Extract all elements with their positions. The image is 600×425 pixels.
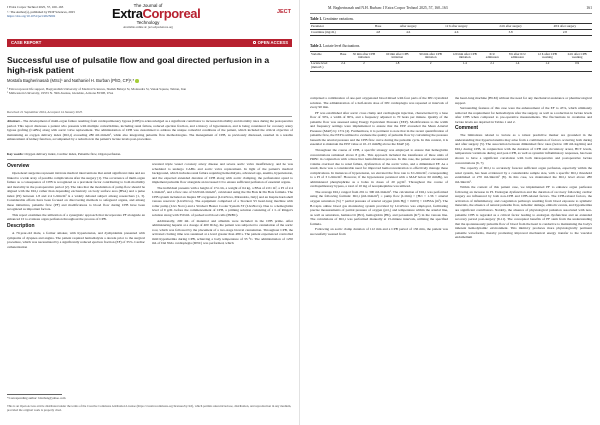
table-cell: 2.1 bbox=[490, 61, 495, 66]
abstract-label: Abstract – bbox=[7, 119, 23, 123]
affiliation-1: ¹ Extracorporeal life support, Baqiyatallah University of Medical Sciences, Sheikh Bahayi St, Molasadra St, Vanak Square, Tehran, Iran bbox=[7, 87, 187, 91]
paragraph: The limitations related to lactate as a robust predictive marker are grounded in the understanding that hyperlactatemia may arise from a combination of factors occurring both during and after surgery [5]. The association between diminished flow rates (below 100 mL/kg/min) and DO₂i during CPB, in conjunction with the duration of CPB and circulatory arrest, HCT levels, temperature variations during and post-CPB, as well as systemic inflammatory responses, has been shown to have a significant correlation with both intraoperative and postoperative lactate concentrations [6, 7]. bbox=[455, 133, 592, 165]
table-header: 90 min after CPB initiation bbox=[419, 51, 442, 60]
license-note: This is an Open Access article distributed under the terms of the Creative Commons Attribution License (https://creativecommons.org/licenses/by/4.0), which permits unrestricted use, distribution, and reproduction in any medium, provided the original work is properly cited. bbox=[7, 404, 292, 413]
table-header: After surgery bbox=[399, 23, 417, 28]
right-column-1 bbox=[310, 96, 448, 237]
article-title: Successful use of pulsatile flow and goal directed perfusion in a high-risk patient bbox=[7, 55, 270, 75]
doi-link[interactable]: https://doi.org/10.1051/ject/2025002 bbox=[7, 14, 56, 19]
article-second-page bbox=[300, 0, 600, 425]
orcid-icon[interactable] bbox=[135, 79, 139, 83]
table-header: Variable bbox=[311, 51, 322, 56]
table-header: Parameter bbox=[311, 23, 324, 28]
abstract-text: The development of multi-organ failure resulting from cardiopulmonary bypass (CPB) is acknowledged as a significant contributor to increased morbidity and mortality rates during the postoperative period. This report discusses a patient who presents with multiple comorbidities, including renal failure, reduced ejection fraction, and a history of hypertension, and is being considered for coronary artery bypass grafting (CABG) along with aortic valve replacement. The administration of CPB was customized to address the unique comorbid conditions of the patient, which included the critical objective of maintaining an oxygen delivery index (DO₂i) exceeding 280 mL/min/m², while also integrating pulsatile flow methodologies. The management of CPB, as previously discussed, resulted in a notable enhancement of kidney function, accompanied by a reduction in the patient's lactate levels post-procedure. bbox=[7, 119, 293, 142]
right-column-2 bbox=[455, 96, 592, 241]
table-header: Base bbox=[340, 51, 347, 56]
copyright-line: © The Author(s), published by EDP Sciences, 2025 bbox=[7, 9, 75, 14]
table-1-caption: Table 1. Creatinine variations. bbox=[310, 17, 354, 21]
table-2-caption: Table 2. Lactate level fluctuations. bbox=[310, 44, 361, 48]
paragraph: Additionally, 200 mL of mannitol and albumin were included in the CPB prime. After administering heparin at a dosage of 400 IU/kg, the patient was subjected to cannulation of the aortic root, which was followed by the placement of a two-stage bicaval cannulation. Throughout CPB, the activated clotting time was sustained at a level greater than 480 s. The patient experienced controlled mild hypothermia during CPB, achieving a body temperature of 33 °C. The administration of 1250 mL of Del Nido cardioplegia (DNC) was performed, which bbox=[152, 218, 293, 246]
keywords bbox=[7, 152, 121, 156]
table-header: 12 h after surgery bbox=[445, 23, 468, 28]
table-cell: Lactate level (mmol/L) bbox=[311, 61, 328, 70]
received-accepted-dates: Received 21 September 2024, Accepted 14 January 2025 bbox=[7, 110, 83, 114]
paragraph: Open-heart surgeries represent intricate medical interventions that entail significant risks and are linked to a wide array of possible complications after the surgery [1]. The occurrence of multi-organ failure as a consequence of CPB is recognized as a prevalent factor contributing to both morbidity and mortality in the postoperative period [2]. The idea that the modulation of pump flow should be aligned with the DO₂i rather than depending exclusively on body surface area (BSA) and a pulse index (PI) between 1.8 and 2.4 L/min/m² is a widely debated subject among researchers [1, 3]. Considerable efforts have been focused on discovering methods to safeguard organs, and among these initiatives, pulsatile flow (PF) and modifications to blood flow during CPB have been recognized as important factors. bbox=[7, 171, 145, 212]
header-divider bbox=[310, 13, 592, 14]
paragraph: PF was established after aortic cross clamp and cardioplegia injection, characterized by a base flow of 30%, a width of 90%, and a frequency adjusted to 70 beats per minute. Quality of the pulsatile flow was assessed using Energy Equivalent Pressure (EEP). Modifications to the width and frequency settings were implemented to ensure that the EEP exceeded the Mean Arterial Pressure (MAP) by 15% [4]. Furthermore, it is pertinent to note that in the recent quantification of pulsatile flow, the EEP is utilized to evaluate the quality of pulsatile flow by calculating the pressure beneath the arterial pressure and the CPB flow curve during the pulsatile cycle. In this context, it is essential to maintain the EEP value at 10–15 mmHg above the MAP [4]. bbox=[310, 110, 448, 147]
table-cell: 4.8 bbox=[376, 29, 381, 34]
table-cell: 1.2 bbox=[545, 61, 550, 66]
paragraph: Throughout the course of CPB, a specific strategy was employed to ensure that hemoglobin concentrations remained above 8 g/dL. This approach included the transfusion of three units of PRBC in conjunction with a three liter hemofiltration process. In this case, the patient encountered volume overload due to renal failure, dysfunction of the aortic valve, and a diminished EF. As a result, there was a considerable need for improved hemoconcentration to effectively manage these complications. In instances of hypotension, we elevated the flow rate to 6 L/min/m², corresponding to a PI of 3 L/min/m². However, if the hypotension persisted with a MAP below 60 mmHg, we administered phenylephrine as a bolus in doses of 20 µg/m². Throughout the course of cardiopulmonary bypass, a total of 10 mg of norepinephrine was utilized. bbox=[310, 148, 448, 189]
table-cell: 2.4 bbox=[341, 61, 346, 66]
table-cell: 2 bbox=[429, 61, 432, 66]
table-row bbox=[310, 29, 592, 35]
table-header: 8 h after ICU admission bbox=[508, 51, 526, 60]
keywords-text: Oxygen delivery index, Cardiac index, Pulsatile flow, Organ perfusion. bbox=[24, 152, 122, 156]
journal-wordmark: JECT bbox=[276, 9, 291, 15]
paragraph: The individual presents with a height of 174 cm, a weight of 64 kg, a BSA of 2.01 m², a PI of 2.4 L/min/m², and a flow rate of 5220 mL/min/m², calculated using the Du Bois & Du Bois formula. The CPB system included an Inspire 8F oxygenator (LivaNova, Mirandola, Italy) and an Inspire hard-shell venous reservoir (LivaNova). The equipment comprised of a Stockert S5 heart-lung machine with roller pump (Livs Novo) and a Stöckert Heater Cooler System 3T (LivaNova). Due to a hemoglobin level of 9 g/dL before the commencement of CPB, a priming solution consisting of 1 L of Ringer's solution along with 350 mL of packed red blood cells (PRBC). bbox=[152, 185, 293, 218]
abstract bbox=[7, 119, 293, 142]
paragraph: the heart-lung machine (HLM) without the need for any mechanical assistance or pharmacological support. bbox=[455, 96, 592, 105]
table-cell: 0.9 bbox=[575, 61, 580, 66]
section-heading-comment: Comment bbox=[455, 125, 479, 132]
table-cell: 4.6 bbox=[406, 29, 411, 34]
affiliation-2: ² Midwestern University, 19555 N. 59th Avenue, Glendale, Arizona 85308, USA bbox=[7, 91, 114, 96]
page-number: 161 bbox=[586, 6, 592, 10]
table-header: 24 h after surgery bbox=[499, 23, 522, 28]
paragraph: A 70-year-old male, a former smoker, with hypertension, and dyslipidemia presented with symptoms of dyspnea and angina. The patient required hemodialysis a decade prior to the surgical procedure, which was necessitated by a significantly reduced ejection fraction (EF) of 35%. Cardiac catheterization bbox=[7, 231, 145, 249]
paragraph: This report examines the utilization of a synergistic approach that incorporates PF alongside an enhanced CI to evaluate organ perfusion throughout the process of CPB. bbox=[7, 212, 145, 222]
article-type-bar bbox=[7, 39, 292, 47]
paragraph: Surrounding features of this case were the enhancement of the EF to 45%, which ultimately removed the requirement for hemodialysis after the surgery, as well as a reduction in lactate levels after CPB when compared to pre-operative measurements. The fluctuations in creatinine and lactate levels are depicted in Tables 1 and 2. bbox=[455, 106, 592, 124]
table-cell: Creatinine (mg/dL) bbox=[311, 29, 336, 34]
corresponding-author: *Corresponding author: bdarban@yahoo.com bbox=[7, 396, 66, 400]
logo-subtitle: Technology bbox=[136, 20, 160, 25]
table-cell: 1.4 bbox=[462, 61, 467, 66]
section-heading-description: Description bbox=[7, 223, 35, 230]
author-line: Mostafa Bagherinasab (MSc)¹ and Nathaniel H. Burban (PhD, CP)²,* bbox=[7, 78, 139, 83]
logo-main-text: ExtraCorporeal bbox=[112, 6, 201, 21]
left-column-1 bbox=[7, 162, 145, 250]
case-report-label: CASE REPORT bbox=[11, 40, 42, 45]
left-column-2 bbox=[152, 162, 293, 247]
journal-citation: J Extra Corpor Technol 2025, 57, 160–163 bbox=[7, 5, 64, 9]
journal-logo bbox=[112, 3, 201, 29]
affiliations bbox=[7, 87, 287, 96]
footnote-divider bbox=[7, 394, 62, 395]
running-header-text: M. Bagherinasab and N.H. Burban: J Extra Corpor Technol 2025, 57, 160–163 bbox=[328, 6, 448, 10]
paragraph: The average DO₂i ranged from 291 to 300 mL/min/m². The calculation of DO₂i was performed using the following formula: DO₂i (mL/min/m²) = pump flow (L/min) × [Hct × 1.36 × arterial oxygen saturation (%) + partial pressure of arterial oxygen (mm Hg) × 0.003] × 10/BSA (m²). The B-Capta online blood gas monitoring system provided by LivaNova was employed, facilitating precise measurements of partial pressure of oxygen (pO₂) and temperature within the arterial line, as well as saturation, hematocrit (Hct), hemoglobin (Hb), and potassium (K⁺) in the venous line. The calculations of DO₂i was performed manually at 15-minute intervals, utilizing the specified formula. bbox=[310, 189, 448, 226]
table-cell: 3.8 bbox=[508, 29, 513, 34]
logo-url[interactable]: Available online at: ject.edpsciences.org bbox=[123, 25, 173, 29]
divider bbox=[7, 116, 292, 117]
table-header: 24 h after CPB weaning bbox=[567, 51, 587, 60]
table-cell: 2.8 bbox=[562, 29, 567, 34]
open-access-label: OPEN ACCESS bbox=[253, 39, 288, 47]
journal-meta bbox=[7, 5, 75, 19]
table-row bbox=[310, 61, 592, 71]
table-cell: 4.6 bbox=[454, 29, 459, 34]
logo-top-text: The Journal of bbox=[133, 3, 163, 8]
table-header: 48 h after surgery bbox=[553, 23, 577, 28]
paragraph: Within the context of this patient case, we implemented PF to enhance organ perfusion following an increase in PI. Endorgan dysfunction and the duration of recovery following cardiac surgery are influenced by both non-CPB and CPB-related factors. The CPB-related factors, the activation of inflammatory, and coagulation pathways resulting from blood exposure to synthetic materials, the absence of natural pulsatile flow, ischemic damage, embolic events, and hypothermia are significant contributors. Notably, the absence of physiological pulsation associated with non-pulsatile CPB is regarded as a critical factor leading to endorgan dysfunction and an extended recovery period post-surgery [9-11]. The conceptual benefits of PF stem from the understanding that the spontaneously pulsatile flow of blood from the heart is conducive to maintaining the body's inherent hemodynamic environment. This mimicry produces more physiologically pertinent pulsatile waveforms, thereby promoting improved mechanical energy transfer to the vascular endothelium bbox=[455, 185, 592, 240]
table-cell: 1.8 bbox=[395, 61, 400, 66]
section-heading-overview: Overview bbox=[7, 163, 30, 169]
table-header: ICU admission bbox=[485, 51, 499, 60]
lactate-table bbox=[310, 51, 592, 72]
table-header: 120 min after CPB initiation bbox=[452, 51, 477, 60]
table-header: 12 h after CPB weaning bbox=[537, 51, 557, 60]
creatinine-table bbox=[310, 23, 592, 36]
keywords-label: Key words: bbox=[7, 152, 24, 156]
table-header: 60 min after CPB initiation bbox=[386, 51, 409, 60]
table-header: Base bbox=[375, 23, 382, 28]
paragraph: comprised a combination of one-part oxygenated blood mixed with four parts of the DN crystalloid solution. The administration of a half-strain dose of DN cardioplegia was repeated at intervals of every 90 min. bbox=[310, 96, 448, 110]
paragraph: The capacity of DO₂i to accurately forecast sufficient organ perfusion, especially within the renal system, has been evidenced by a considerable sample size, with a specific DO₂i threshold established at 270 mL/min/m² [8]. In this case, we maintained the DO₂i level above 280 mL/min/m². bbox=[455, 166, 592, 184]
table-cell: 2 bbox=[363, 61, 365, 66]
table-cell: 1.4 bbox=[515, 61, 520, 66]
table-header: 30 min after CPB initiation bbox=[352, 51, 376, 60]
paragraph: Following an aortic clamp duration of 112 min and a CPB period of 136 min, the patient was successfully weaned from bbox=[310, 227, 448, 236]
open-lock-icon bbox=[253, 41, 256, 44]
divider bbox=[7, 159, 292, 160]
paragraph: revealed triple vessel coronary artery disease and severe aortic valve insufficiency, and he was scheduled to undergo CABG and aortic valve replacement. In light of the patient's medical background, which includes renal failure requiring hemodialysis, advanced age, anemia, hypertension, and the expected extended duration of CPB along with aortic clamping, the perfusionist opted to implement pulsatile flow alongside an increased CI to ensure sufficient perfusion of essential organs. bbox=[152, 162, 293, 185]
